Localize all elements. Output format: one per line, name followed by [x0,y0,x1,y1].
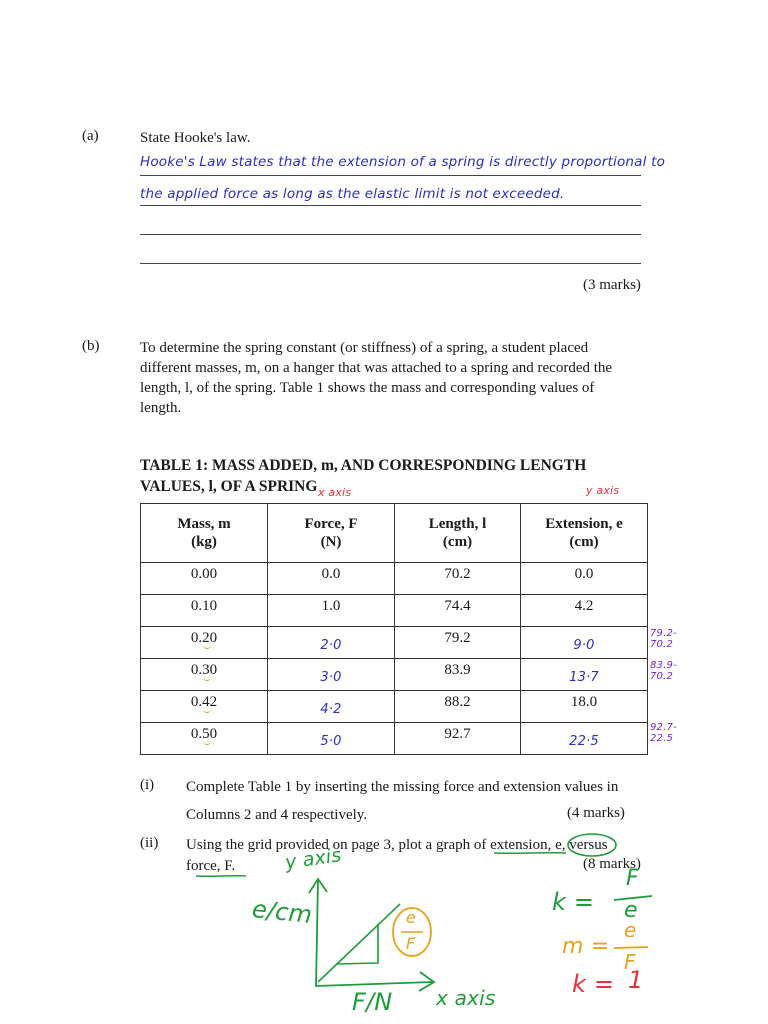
cell-force: 0.0 [268,563,395,595]
cell-mass: 0.00 [141,563,268,595]
cell-extension: 0.0 [521,563,648,595]
sketch-x-axis-note: x axis [436,986,496,1010]
handwritten-force: 2·0 [320,638,342,653]
x-axis-note: x axis [318,486,352,499]
table-title-line: TABLE 1: MASS ADDED, m, AND CORRESPONDING LENGTH [140,457,587,474]
header-force: Force, F (N) [268,504,395,563]
cell-extension: 18.0 [521,691,648,723]
cell-length: 70.2 [395,563,521,595]
sub-i-line-1: Complete Table 1 by inserting the missing force and extension values in [186,779,619,795]
formula-1-den: e [624,898,638,923]
cell-extension: 4.2 [521,595,648,627]
formula-3-lhs: k = [572,970,615,998]
gradient-num: e [406,908,417,927]
formula-1-lhs: k = [552,888,595,916]
cell-length: 74.4 [395,595,521,627]
header-mass: Mass, m (kg) [141,504,268,563]
sub-ii-label: (ii) [140,835,159,851]
formula-2-num: e [624,918,637,942]
cell-mass: 0.50 [141,723,268,755]
cell-mass: 0.30 [141,659,268,691]
handwritten-force: 4·2 [320,702,342,717]
y-axis-note: y axis [586,484,620,497]
part-b-intro-line: To determine the spring constant (or stiffness) of a spring, a student placed [140,340,589,356]
cell-length: 83.9 [395,659,521,691]
underline-extension [494,853,566,854]
answer-line-1: Hooke's Law states that the extension of a spring is directly proportional to [140,154,666,170]
sketch-x-label: F/N [352,988,393,1016]
side-note: 79.2- 70.2 [650,628,677,650]
handwritten-extension: 22·5 [569,734,599,749]
cell-mass: 0.42 [141,691,268,723]
formula-2-lhs: m = [562,934,610,959]
part-b-intro-line: different masses, m, on a hanger that was attached to a spring and recorded the [140,360,613,376]
side-note: 83.9- 70.2 [650,660,677,682]
sketch-line [318,904,400,982]
sketch-y-label: e/cm [250,894,314,930]
side-note: 92.7- 22.5 [650,722,677,744]
sub-ii-line-1: Using the grid provided on page 3, plot a graph of extension, e, versus [186,837,608,853]
gradient-den: F [406,934,416,953]
sub-i-marks: (4 marks) [567,805,625,821]
formula-1-num: F [626,866,639,891]
cell-length: 92.7 [395,723,521,755]
header-extension: Extension, e (cm) [521,504,648,563]
sub-ii-marks: (8 marks) [583,856,641,872]
part-b-label: (b) [82,338,100,354]
handwritten-extension: 13·7 [569,670,599,685]
table-title-line: VALUES, l, OF A SPRING [140,478,318,495]
header-length: Length, l (cm) [395,504,521,563]
cell-mass: 0.10 [141,595,268,627]
answer-line-2: the applied force as long as the elastic limit is not exceeded. [140,186,565,202]
sub-i-label: (i) [140,777,155,793]
part-b-intro-line: length. [140,400,182,416]
part-a-question: State Hooke's law. [140,130,251,146]
part-b-intro-line: length, l, of the spring. Table 1 shows the mass and corresponding values of [140,380,595,396]
circle-versus [568,834,616,856]
sub-i-line-2: Columns 2 and 4 respectively. [186,807,368,823]
handwritten-force: 3·0 [320,670,342,685]
part-a-marks: (3 marks) [583,277,641,293]
formula-2-den: F [624,950,636,974]
sketch-y-axis-note: y axis [283,844,343,874]
handwritten-force: 5·0 [320,734,342,749]
sub-ii-line-2: force, F. [186,858,236,874]
handwritten-extension: 9·0 [573,638,595,653]
cell-length: 79.2 [395,627,521,659]
sketch-axes [316,880,432,986]
formula-bar-2 [614,947,648,948]
cell-length: 88.2 [395,691,521,723]
formula-3-num: 1 [628,966,644,994]
underline-force [196,876,246,877]
part-a-label: (a) [82,128,99,144]
cell-force: 1.0 [268,595,395,627]
cell-mass: 0.20 [141,627,268,659]
